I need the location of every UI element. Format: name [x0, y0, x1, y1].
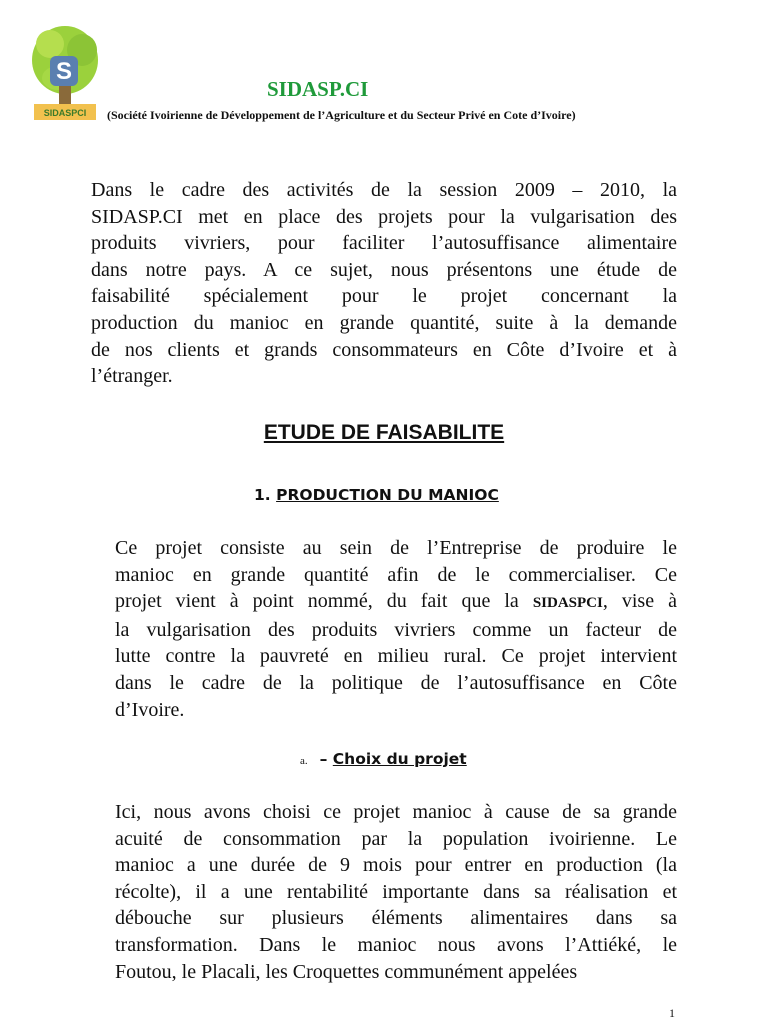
main-title: ETUDE DE FAISABILITE [263, 421, 505, 444]
section-1-line: lutte contre la pauvreté en milieu rural. Ce projet intervient [115, 645, 677, 668]
logo-banner-text: SIDASPCI [43, 108, 87, 118]
section-title-text: PRODUCTION DU MANIOC [276, 486, 499, 504]
section-1-line: d’Ivoire. [115, 698, 185, 721]
intro-line: Dans le cadre des activités de la session 2009 – 2010, la [91, 179, 677, 201]
line-text: projet vient à point nommé, du fait que la [115, 590, 533, 613]
intro-line: l’étranger. [91, 365, 173, 388]
line-text: , vise à [602, 590, 677, 613]
org-name: SIDASP.CI [267, 77, 369, 101]
section-1-line [115, 588, 677, 617]
section-1-line: dans le cadre de la politique de l’autosuffisance en Côte [115, 671, 677, 694]
subsection-a-line: débouche sur plusieurs éléments alimentaires dans sa [115, 907, 677, 930]
subsection-a-line: Foutou, le Placali, les Croquettes communément appelées [115, 960, 578, 983]
subsection-a-title [300, 750, 467, 768]
tree-logo-icon [28, 22, 102, 126]
subsection-title-text: Choix du projet [332, 750, 467, 768]
section-1-line: manioc en grande quantité afin de le commercialiser. Ce [115, 563, 677, 586]
intro-line: dans notre pays. A ce sujet, nous présentons une étude de [91, 258, 677, 281]
brand-name: SIDASPCI [532, 595, 603, 612]
subsection-a-line: transformation. Dans le manioc nous avons l’Attiéké, le [115, 933, 677, 956]
subsection-a-line: manioc a une durée de 9 mois pour entrer en production (la [115, 854, 677, 877]
section-1-line: la vulgarisation des produits vivriers comme un facteur de [115, 618, 677, 641]
intro-line: production du manioc en grande quantité, suite à la demande [91, 311, 677, 334]
intro-line: SIDASP.CI met en place des projets pour la vulgarisation des [91, 205, 677, 228]
intro-paragraph [91, 177, 677, 390]
subsection-a-line: récolte), il a une rentabilité importante dans sa réalisation et [115, 880, 677, 903]
subsection-a-paragraph [115, 799, 677, 985]
section-1-line: Ce projet consiste au sein de l’Entreprise de produire le [115, 537, 677, 559]
intro-line: de nos clients et grands consommateurs en Côte d’Ivoire et à [91, 338, 677, 361]
intro-line: faisabilité spécialement pour le projet concernant la [91, 285, 677, 308]
org-subtitle: (Société Ivoirienne de Développement de l’Agriculture et du Secteur Privé en Cote d’Ivoire) [107, 108, 576, 122]
subsection-dash: – [319, 750, 333, 768]
logo-letter: S [55, 58, 73, 85]
subsection-letter: a. [300, 755, 308, 767]
subsection-a-line: Ici, nous avons choisi ce projet manioc à cause de sa grande [115, 801, 677, 823]
section-1-paragraph [115, 535, 677, 723]
page-number: 1 [669, 1006, 675, 1020]
intro-line: produits vivriers, pour faciliter l’autosuffisance alimentaire [91, 232, 677, 255]
section-number: 1. [254, 486, 271, 504]
subsection-a-line: acuité de consommation par la population ivoirienne. Le [115, 827, 677, 850]
section-1-title [254, 486, 499, 504]
